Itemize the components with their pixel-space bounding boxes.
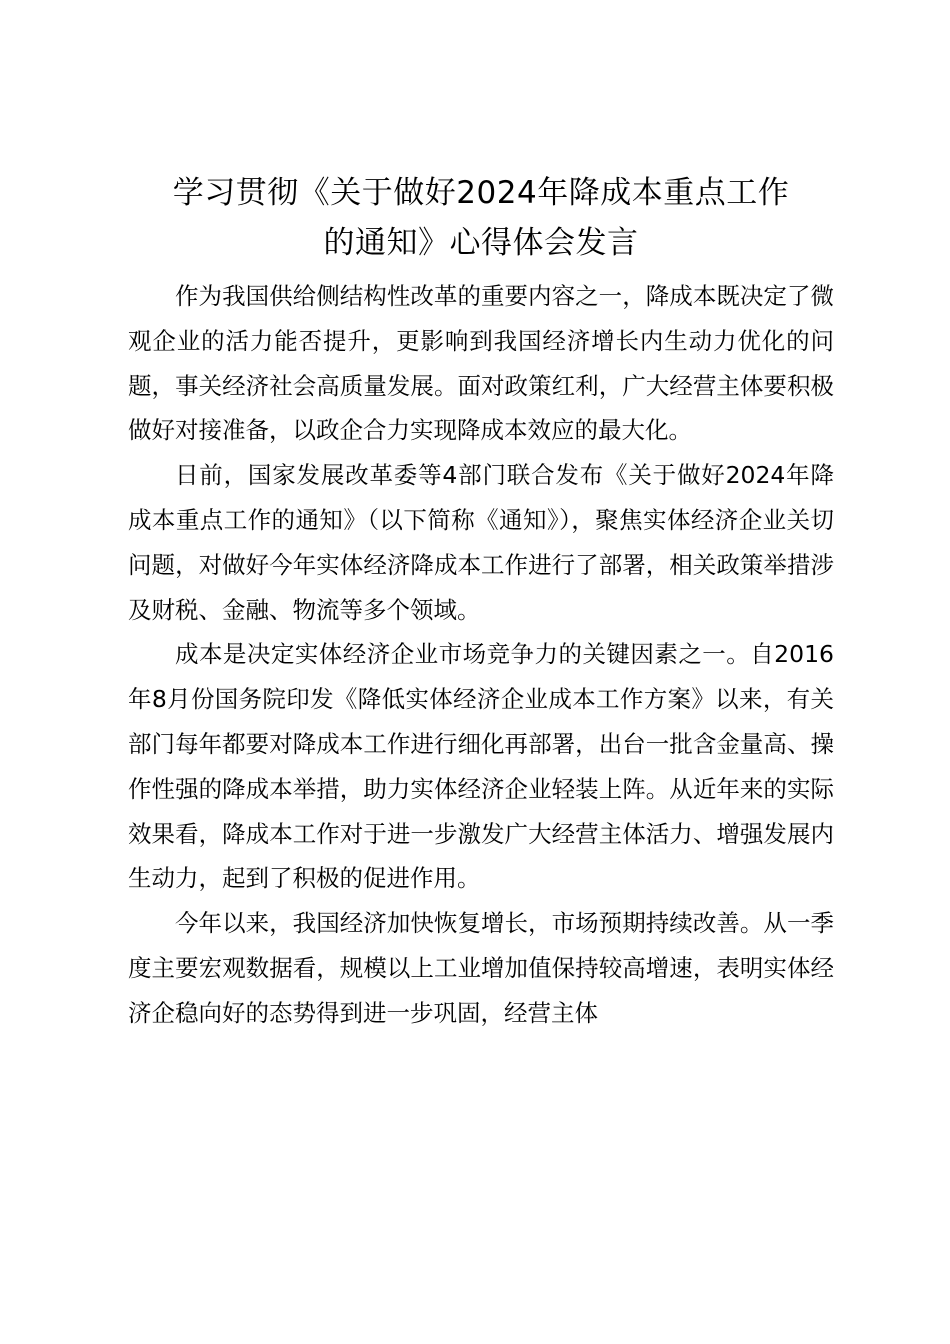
title-line-2: 的通知》心得体会发言 — [323, 225, 639, 261]
paragraph-3: 成本是决定实体经济企业市场竞争力的关键因素之一。自2016年8月份国务院印发《降低实体经济企业成本工作方案》以来，有关部门每年都要对降成本工作进行细化再部署，出台一批含金量高、操作性强的降成本举措，助力实体经济企业轻装上阵。从近年来的实际效果看，降成本工作对于进一步激发广大经营主体活力、增强发展内生动力，起到了积极的促进作用。 — [128, 640, 834, 893]
paragraph-2: 日前，国家发展改革委等4部门联合发布《关于做好2024年降成本重点工作的通知》（以下简称《通知》），聚焦实体经济企业关切问题，对做好今年实体经济降成本工作进行了部署，相关政策举措涉及财税、金融、物流等多个领域。 — [128, 461, 834, 624]
title-line-1: 学习贯彻《关于做好2024年降成本重点工作 — [172, 175, 790, 211]
document-body — [128, 274, 834, 1036]
paragraph-4: 今年以来，我国经济加快恢复增长，市场预期持续改善。从一季度主要宏观数据看，规模以上工业增加值保持较高增速，表明实体经济企稳向好的态势得到进一步巩固，经营主体 — [128, 909, 834, 1027]
document-page — [128, 168, 834, 1036]
document-title — [128, 168, 834, 268]
paragraph-1: 作为我国供给侧结构性改革的重要内容之一，降成本既决定了微观企业的活力能否提升，更影响到我国经济增长内生动力优化的问题，事关经济社会高质量发展。面对政策红利，广大经营主体要积极做好对接准备，以政企合力实现降成本效应的最大化。 — [128, 282, 834, 445]
